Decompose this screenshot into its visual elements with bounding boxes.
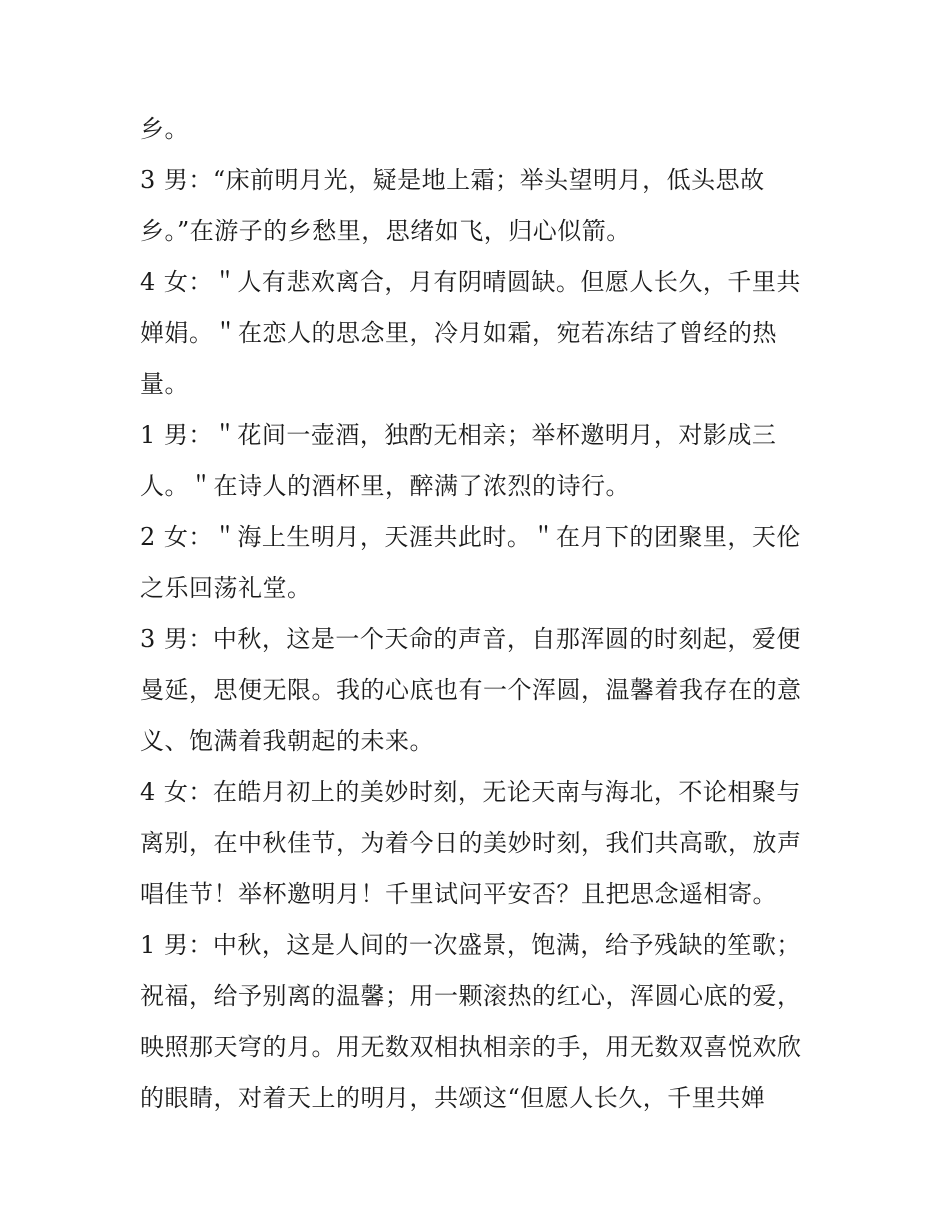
text-line: 1 男：＂花间一壶酒，独酌无相亲；举杯邀明月，对影成三	[140, 421, 777, 449]
text-line: 唱佳节！举杯邀明月！千里试问平安否？且把思念遥相寄。	[140, 880, 777, 908]
text-line: 祝福，给予别离的温馨；用一颗滚热的红心，浑圆心底的爱，	[140, 982, 802, 1010]
document-body	[140, 104, 820, 1124]
text-line: 3 男：“床前明月光，疑是地上霜；举头望明月，低头思故	[140, 166, 765, 194]
text-line: 离别，在中秋佳节，为着今日的美妙时刻，我们共高歌，放声	[140, 829, 802, 857]
text-line: 乡。	[140, 115, 189, 143]
text-line: 曼延，思便无限。我的心底也有一个浑圆，温馨着我存在的意	[140, 676, 802, 704]
text-line: 婵娟。＂在恋人的思念里，冷月如霜，宛若冻结了曾经的热	[140, 319, 777, 347]
text-line: 量。	[140, 370, 189, 398]
text-line: 映照那天穹的月。用无数双相执相亲的手，用无数双喜悦欢欣	[140, 1033, 802, 1061]
text-line: 2 女：＂海上生明月，天涯共此时。＂在月下的团聚里，天伦	[140, 523, 801, 551]
text-line: 乡。”在游子的乡愁里，思绪如飞，归心似箭。	[140, 217, 631, 245]
text-line: 之乐回荡礼堂。	[140, 574, 312, 602]
text-line: 的眼睛，对着天上的明月，共颂这“但愿人长久，千里共婵	[140, 1084, 766, 1112]
text-line: 1 男：中秋，这是人间的一次盛景，饱满，给予残缺的笙歌；	[140, 931, 801, 959]
text-line: 义、饱满着我朝起的未来。	[140, 727, 434, 755]
text-line: 4 女：＂人有悲欢离合，月有阴晴圆缺。但愿人长久，千里共	[140, 268, 801, 296]
text-line: 3 男：中秋，这是一个天命的声音，自那浑圆的时刻起，爱便	[140, 625, 801, 653]
text-line: 人。＂在诗人的酒杯里，醉满了浓烈的诗行。	[140, 472, 630, 500]
text-line: 4 女：在皓月初上的美妙时刻，无论天南与海北，不论相聚与	[140, 778, 801, 806]
